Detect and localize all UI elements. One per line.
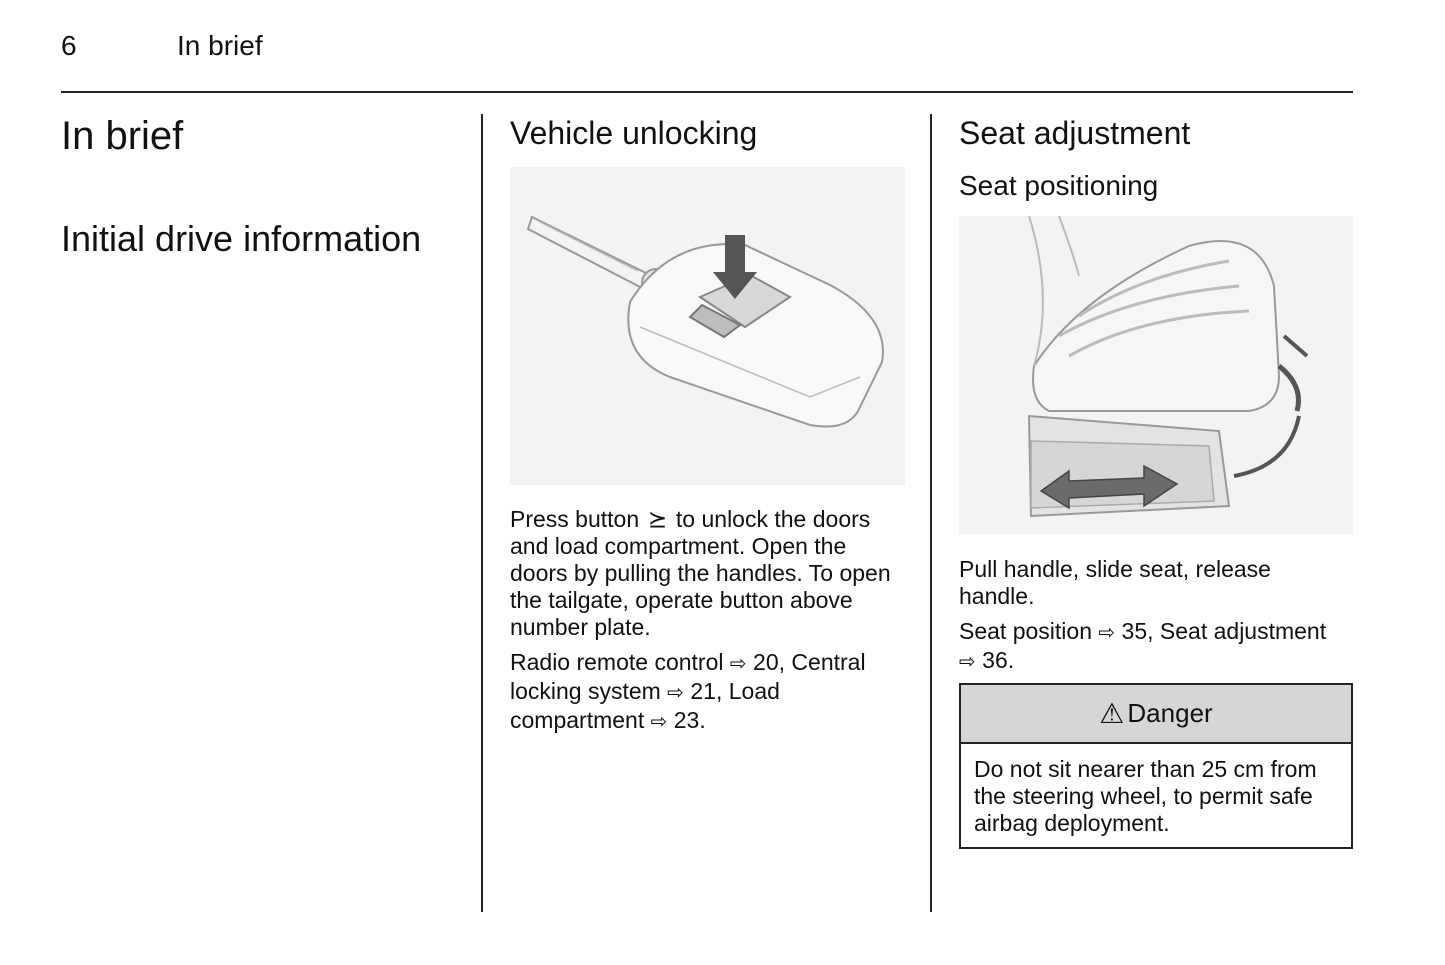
danger-line-2: the steering wheel, to permit safe — [974, 783, 1313, 809]
ref-page-20[interactable]: 20 — [753, 649, 779, 675]
ref-load[interactable]: Load — [728, 678, 780, 704]
column-divider-2 — [930, 114, 932, 912]
ref-seat-position[interactable]: Seat position — [959, 618, 1092, 644]
arrow-ref-icon: ⇨ — [729, 653, 747, 675]
danger-box — [959, 683, 1353, 849]
seat-positioning-subheading: Seat positioning — [959, 170, 1159, 201]
column-divider-1 — [481, 114, 483, 912]
seat-instructions-line-1: Pull handle, slide seat, release — [959, 556, 1271, 582]
unlock-doors-text: to unlock the doors — [675, 506, 871, 532]
danger-line-1: Do not sit nearer than 25 cm from — [974, 756, 1317, 782]
seat-adjustment-heading: Seat adjustment — [959, 115, 1191, 151]
ref-page-21[interactable]: 21 — [690, 678, 716, 704]
danger-line-3: airbag deployment. — [974, 810, 1170, 836]
seat-references: Seat position ⇨ 35, Seat adjustment ⇨ 36. — [959, 618, 1327, 673]
danger-header — [961, 685, 1351, 744]
ref-central[interactable]: Central — [791, 649, 866, 675]
header-rule — [61, 91, 1353, 93]
chapter-title: In brief — [61, 114, 184, 158]
arrow-ref-icon: ⇨ — [667, 682, 684, 704]
unlocking-line-4: the tailgate, operate button above — [510, 587, 853, 613]
seat-instructions-line-2: handle. — [959, 583, 1035, 609]
unlocking-line-2: and load compartment. Open the — [510, 533, 847, 559]
page-number: 6 — [61, 30, 77, 61]
warning-triangle-icon: ⚠ — [1099, 698, 1125, 729]
arrow-ref-icon: ⇨ — [650, 711, 668, 733]
key-fob-drawing — [510, 167, 905, 485]
seat-drawing — [959, 216, 1353, 534]
vehicle-unlocking-heading: Vehicle unlocking — [510, 115, 758, 151]
ref-radio-remote-control[interactable]: Radio remote control — [510, 649, 724, 675]
unlocking-instructions — [510, 506, 910, 641]
ref-page-23[interactable]: 23 — [673, 707, 700, 733]
press-button-text: Press button — [510, 506, 640, 532]
unlocking-line-5: number plate. — [510, 614, 651, 640]
unlocking-references: Radio remote control ⇨ 20, Central locking system ⇨ 21, Load compartment ⇨ 23. — [510, 649, 866, 733]
arrow-ref-icon: ⇨ — [1098, 622, 1116, 644]
unlock-button-icon: ⪰ — [647, 506, 668, 532]
ref-page-36[interactable]: 36 — [982, 647, 1008, 673]
ref-page-35[interactable]: 35 — [1121, 618, 1148, 644]
ref-compartment[interactable]: compartment — [510, 707, 645, 733]
ref-locking-system[interactable]: locking system — [510, 678, 661, 704]
seat-illustration — [959, 216, 1353, 534]
section-title: Initial drive information — [61, 218, 422, 259]
danger-label: Danger — [1127, 698, 1213, 728]
seat-instructions — [959, 556, 1353, 610]
danger-text — [961, 744, 1351, 837]
arrow-ref-icon: ⇨ — [959, 651, 976, 673]
running-header: In brief — [177, 30, 263, 61]
ref-seat-adjustment[interactable]: Seat adjustment — [1159, 618, 1327, 644]
key-fob-illustration — [510, 167, 905, 485]
unlocking-line-3: doors by pulling the handles. To open — [510, 560, 891, 586]
